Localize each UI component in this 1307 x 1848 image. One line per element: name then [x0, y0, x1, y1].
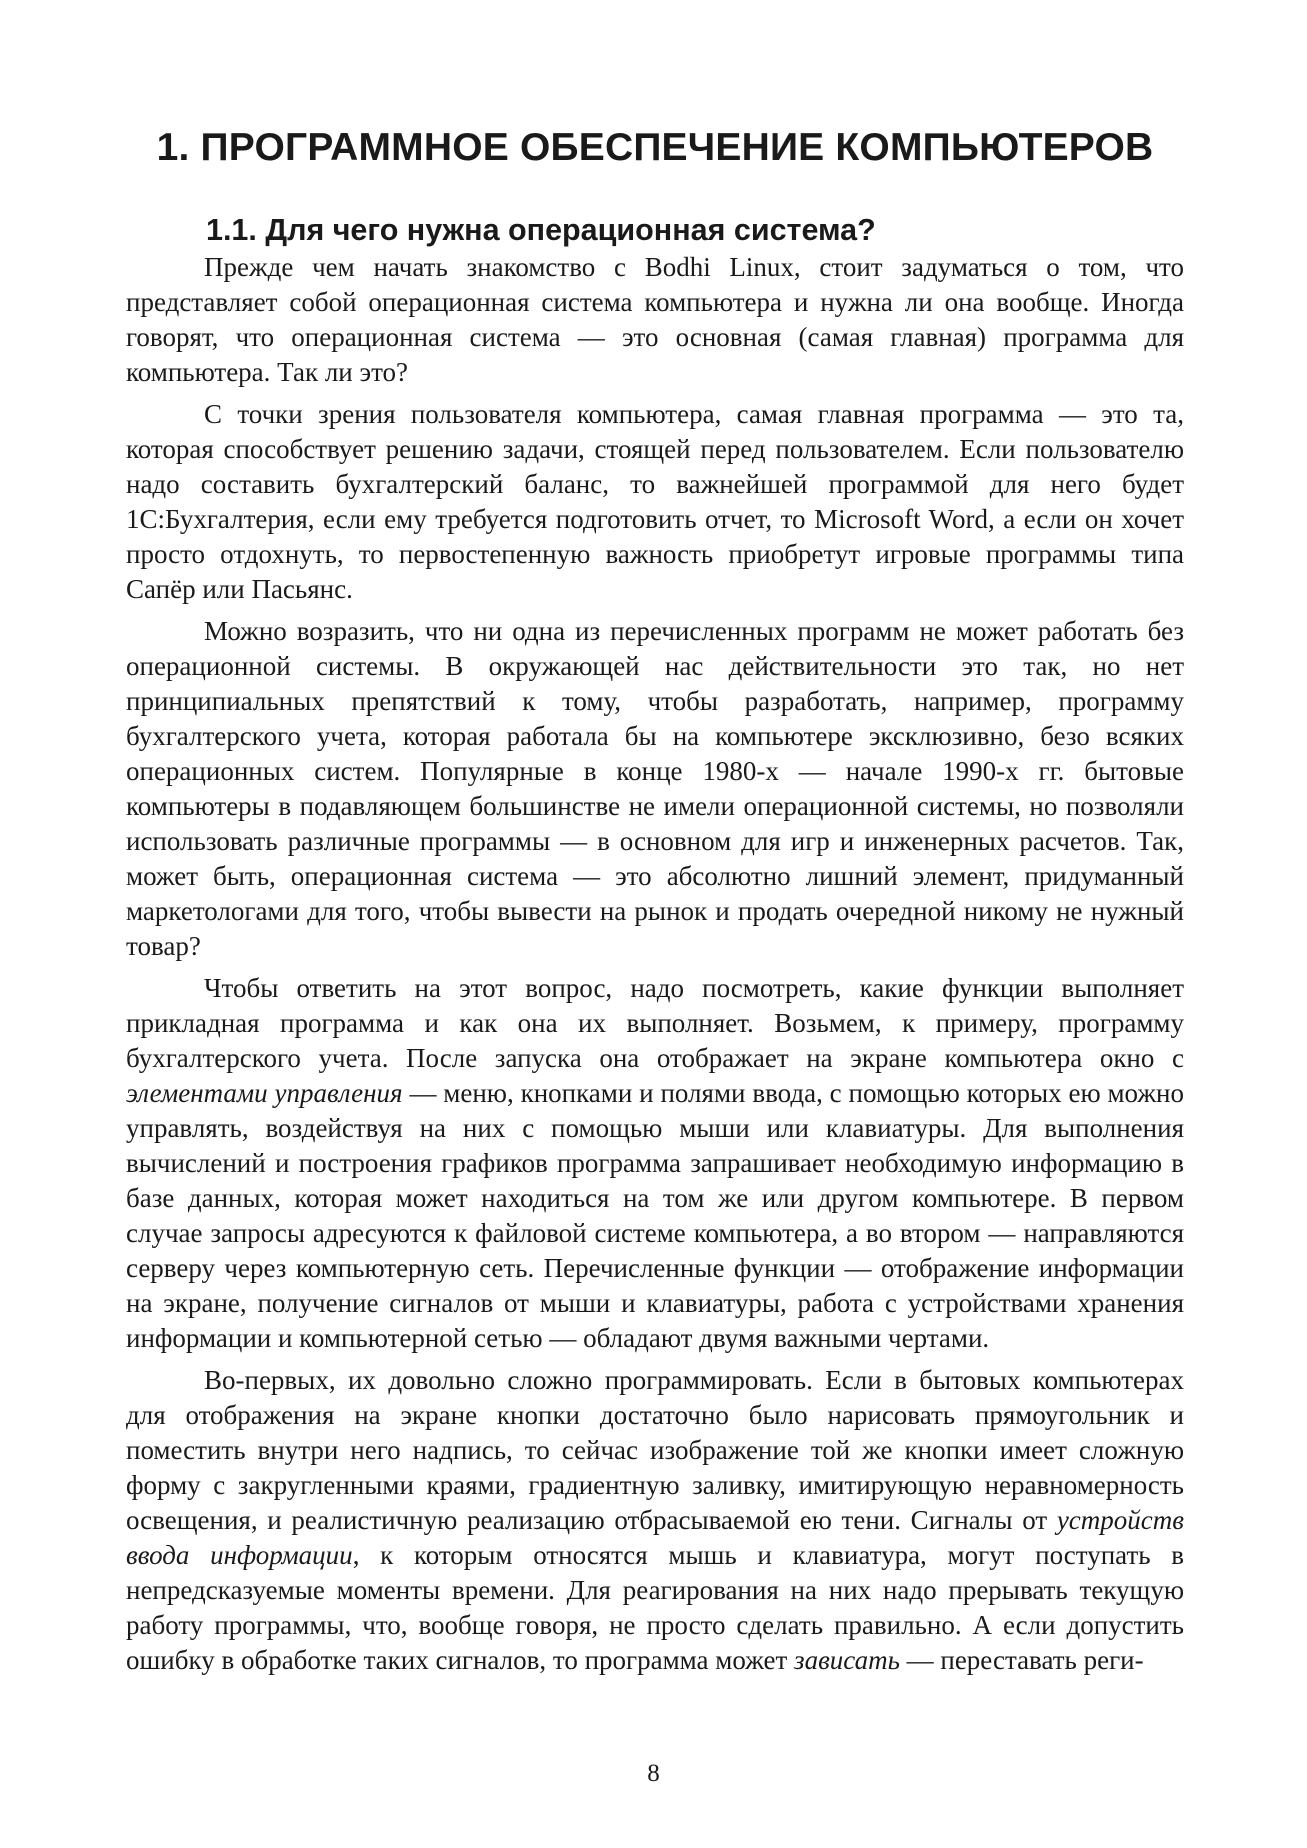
chapter-title: 1. ПРОГРАММНОЕ ОБЕСПЕЧЕНИЕ КОМПЬЮТЕРОВ: [156, 126, 1154, 169]
paragraph-2: С точки зрения пользователя компьютера, самая главная программа — это та, которая способствует решению задачи, стоящей перед пользователем. Если пользователю надо составить бухгалтерский баланс, то важнейшей программой для него будет 1С:Бухгалтерия, если ему требуется подготовить отчет, то Microsoft Word, а если он хочет просто отдохнуть, то первостепенную важность приобретут игровые программы типа Сапёр или Пасьянс.: [126, 399, 1184, 604]
page-number: 8: [647, 1760, 660, 1787]
paragraph-4: [126, 971, 1184, 1356]
document-page: [126, 122, 1184, 1678]
paragraph-5-text-a: Во-первых, их довольно сложно программировать. Если в бытовых компьютерах для отображения на экране кнопки достаточно было нарисовать прямоугольник и поместить внутри него надпись, то сейчас изображение той же кнопки имеет сложную форму с закругленными краями, градиентную заливку, имитирующую неравномерность освещения, и реалистичную реализацию отбрасываемой ею тени. Сигналы от: [126, 1365, 1184, 1535]
paragraph-5-text-c: — переставать реги-: [899, 1645, 1144, 1675]
paragraph-4-text-b: — меню, кнопками и полями ввода, с помощью которых ею можно управлять, воздействуя на них с помощью мыши или клавиатуры. Для выполнения вычислений и построения графиков программа запрашивает необходимую информацию в базе данных, которая может находиться на том же или другом компьютере. В первом случае запросы адресуются к файловой системе компьютера, а во втором — направляются серверу через компьютерную сеть. Перечисленные функции — отображение информации на экране, получение сигналов от мыши и клавиатуры, работа с устройствами хранения информации и компьютерной сетью — обладают двумя важными чертами.: [126, 1078, 1184, 1353]
paragraph-5-text-b: , к которым относятся мышь и клавиатура, могут поступать в непредсказуемые моменты времени. Для реагирования на них надо прерывать текущую работу программы, что, вообще говоря, не просто сделать правильно. А если допустить ошибку в обработке таких сигналов, то программа может: [126, 1540, 1185, 1675]
paragraph-5: [126, 1363, 1184, 1678]
term-controls: элементами управления: [126, 1078, 403, 1108]
term-hang: зависать: [794, 1645, 900, 1675]
paragraph-4-text-a: Чтобы ответить на этот вопрос, надо посмотреть, какие функции выполняет прикладная программа и как она их выполняет. Возьмем, к примеру, программу бухгалтерского учета. После запуска она отображает на экране компьютера окно с: [126, 973, 1184, 1073]
section-title: 1.1. Для чего нужна операционная система?: [206, 213, 876, 247]
term-input-devices: устройств ввода информации: [126, 1505, 1184, 1570]
paragraph-3: Можно возразить, что ни одна из перечисленных программ не может работать без операционной системы. В окружающей нас действительности это так, но нет принципиальных препятствий к тому, чтобы разработать, например, программу бухгалтерского учета, которая работала бы на компьютере эксклюзивно, безо всяких операционных систем. Популярные в конце 1980-х — начале 1990-х гг. бытовые компьютеры в подавляющем большинстве не имели операционной системы, но позволяли использовать различные программы — в основном для игр и инженерных расчетов. Так, может быть, операционная система — это абсолютно лишний элемент, придуманный маркетологами для того, чтобы вывести на рынок и продать очередной никому не нужный товар?: [126, 616, 1184, 961]
paragraph-1: Прежде чем начать знакомство с Bodhi Linux, стоит задуматься о том, что представляет собой операционная система компьютера и нужна ли она вообще. Иногда говорят, что операционная система — это основная (самая главная) программа для компьютера. Так ли это?: [126, 252, 1184, 387]
